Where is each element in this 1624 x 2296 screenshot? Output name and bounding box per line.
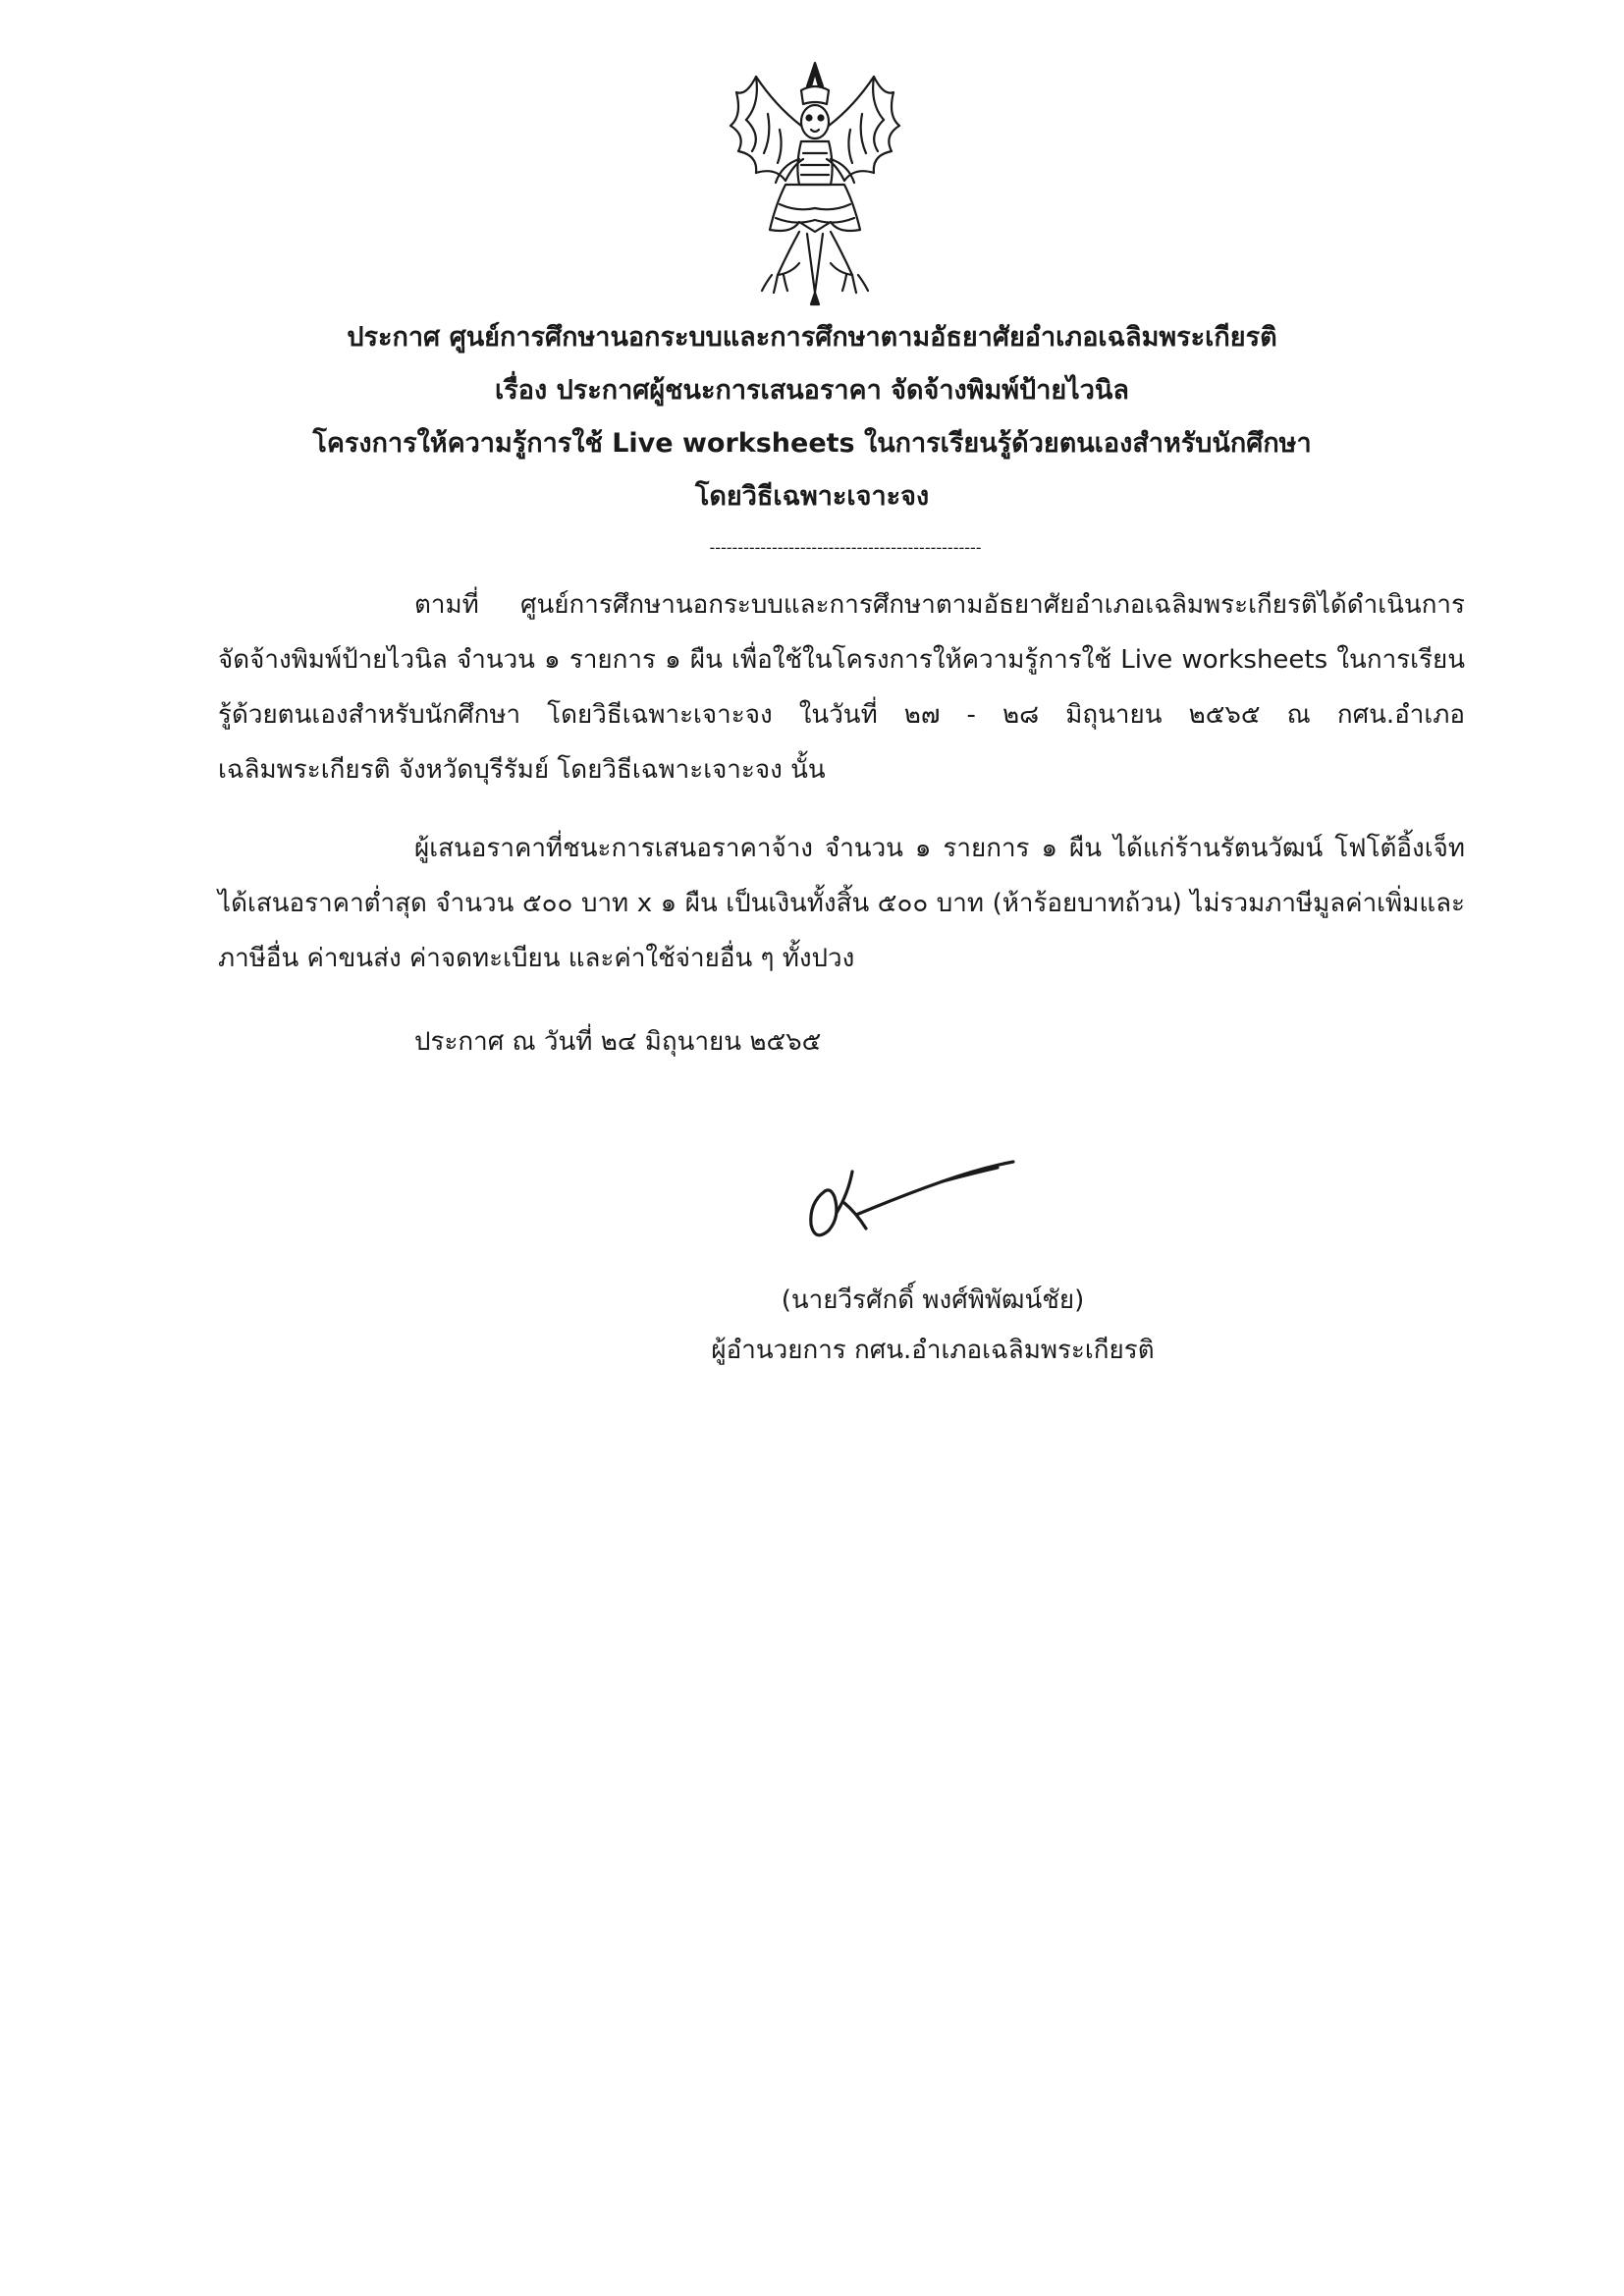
- signatory-position: ผู้อำนวยการ กศน.อำเภอเฉลิมพระเกียรติ: [711, 1336, 1155, 1365]
- body-paragraph-1: ตามที่ ศูนย์การศึกษานอกระบบและการศึกษาตามอัธยาศัยอำเภอเฉลิมพระเกียรติได้ดำเนินการ จัดจ้างพิมพ์ป้ายไวนิล จำนวน ๑ รายการ ๑ ผืน เพื่อใช้ในโครงการให้ความรู้การใช้ Live worksheets ในการเรียนรู้ด้วยตนเองสำหรับนักศึกษา โดยวิธีเฉพาะเจาะจง ในวันที่ ๒๗ - ๒๘ มิถุนายน ๒๕๖๕ ณ กศน.อำเภอเฉลิมพระเกียรติ จังหวัดบุรีรัมย์ โดยวิธีเฉพาะเจาะจง นั้น: [218, 590, 1465, 785]
- handwritten-signature: [795, 1144, 1031, 1252]
- announcement-title: ประกาศ ศูนย์การศึกษานอกระบบและการศึกษาตามอัธยาศัยอำเภอเฉลิมพระเกียรติ: [347, 322, 1277, 353]
- project-name: โครงการให้ความรู้การใช้ Live worksheets ในการเรียนรู้ด้วยตนเองสำหรับนักศึกษา: [312, 428, 1312, 459]
- procurement-method: โดยวิธีเฉพาะเจาะจง: [694, 481, 930, 512]
- announcement-subject: เรื่อง ประกาศผู้ชนะการเสนอราคา จัดจ้างพิมพ์ป้ายไวนิล: [495, 375, 1129, 406]
- body-paragraph-2: ผู้เสนอราคาที่ชนะการเสนอราคาจ้าง จำนวน ๑ รายการ ๑ ผืน ได้แก่ร้านรัตนวัฒน์ โฟโต้อิ้งเจ็ท ได้เสนอราคาต่ำสุด จำนวน ๕๐๐ บาท x ๑ ผืน เป็นเงินทั้งสิ้น ๕๐๐ บาท (ห้าร้อยบาทถ้วน) ไม่รวมภาษีมูลค่าเพิ่มและภาษีอื่น ค่าขนส่ง ค่าจดทะเบียน และค่าใช้จ่ายอื่น ๆ ทั้งปวง: [218, 834, 1465, 973]
- signatory-name: (นายวีรศักดิ์ พงศ์พิพัฒน์ชัย): [781, 1285, 1085, 1315]
- issue-date: ประกาศ ณ วันที่ ๒๔ มิถุนายน ๒๕๖๕: [414, 1027, 822, 1057]
- title-divider: ------------------------------------------------: [709, 538, 982, 557]
- garuda-emblem-icon: [717, 57, 913, 314]
